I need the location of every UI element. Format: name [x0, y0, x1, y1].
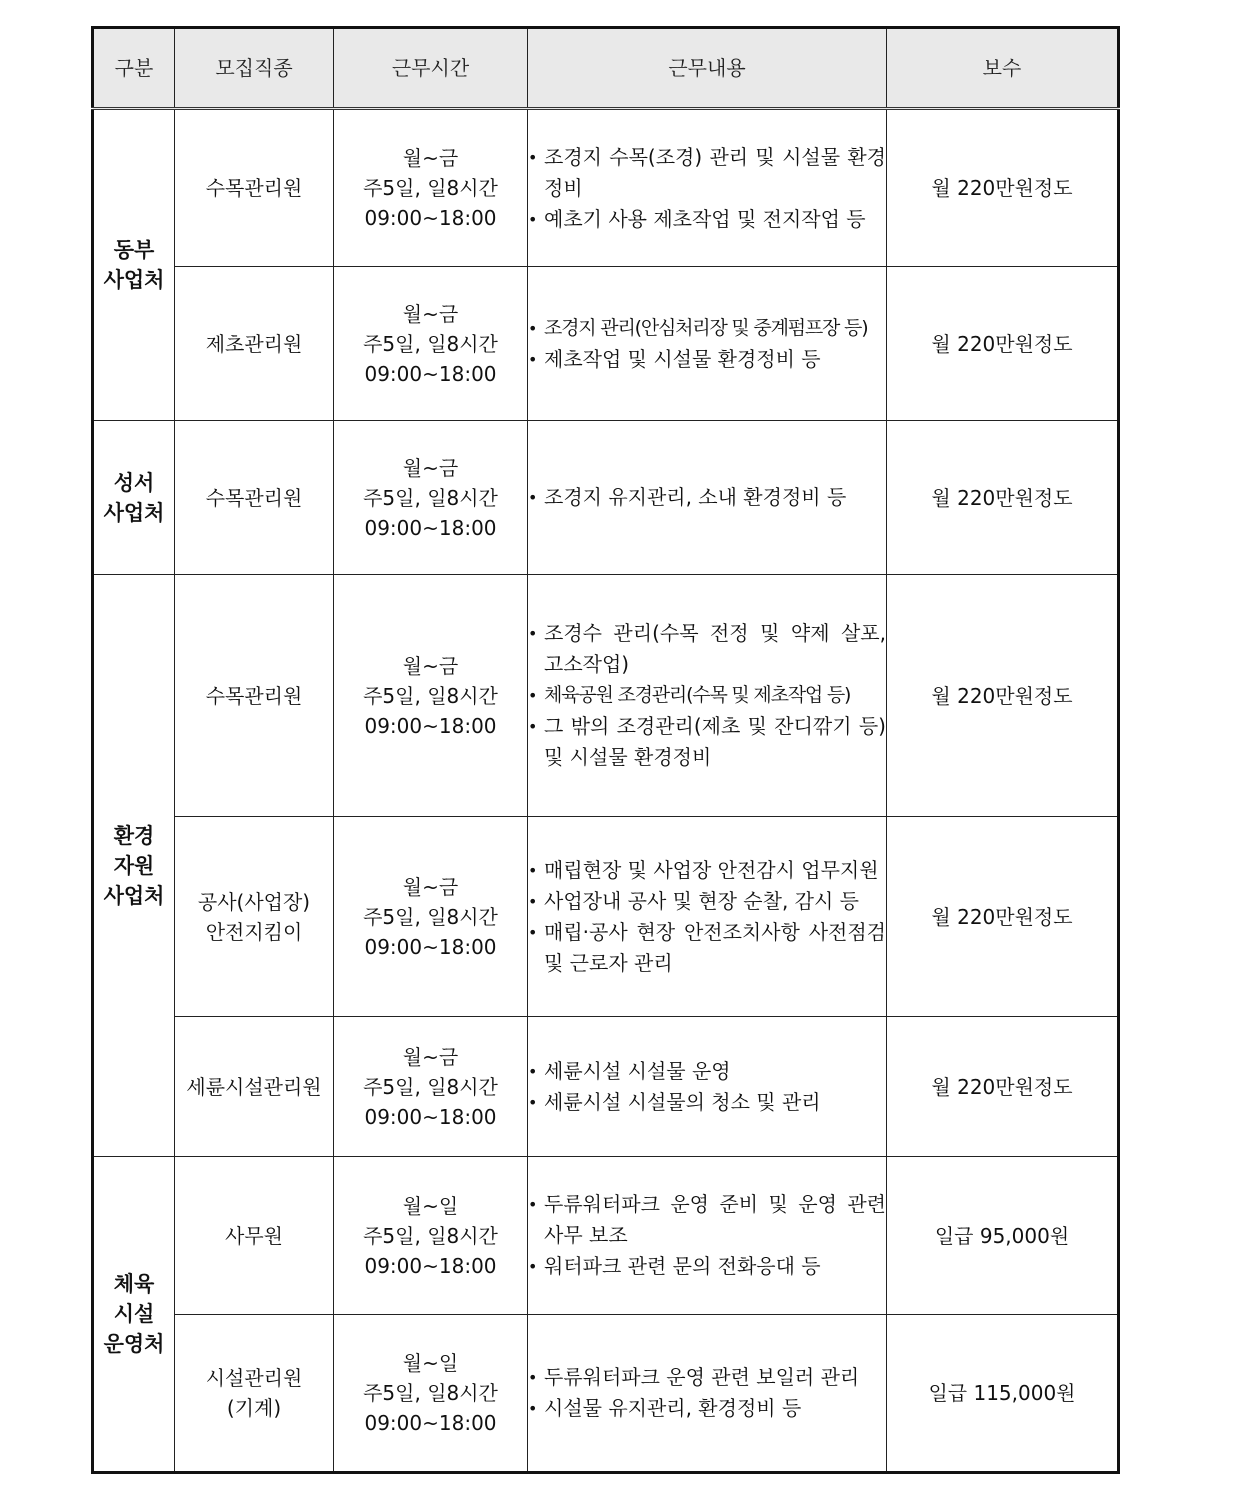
job-type-line: 수목관리원	[205, 683, 303, 708]
duty-item: • 그 밖의 조경관리(제초 및 잔디깎기 등) 및 시설물 환경정비	[528, 711, 886, 773]
table-row	[93, 1157, 1119, 1315]
job-type-line: 사무원	[225, 1223, 283, 1248]
duty-item: • 조경지 수목(조경) 관리 및 시설물 환경정비	[528, 142, 886, 204]
header-hours: 근무시간	[334, 28, 528, 109]
category-label-line: 시설	[113, 1302, 155, 1326]
job-type-line: 시설관리원	[205, 1366, 303, 1390]
table-row	[93, 817, 1119, 1017]
job-type-line: 제초관리원	[205, 331, 303, 356]
pay-cell: 월 220만원정도	[887, 817, 1119, 1017]
hours-cell	[334, 421, 528, 575]
duty-item: • 두류워터파크 운영 관련 보일러 관리	[528, 1362, 886, 1393]
hours-days: 월~일	[402, 1193, 459, 1218]
job-type-line: 수목관리원	[205, 485, 303, 510]
header-category: 구분	[93, 28, 175, 109]
job-type-line: (기계)	[226, 1396, 282, 1420]
duty-item: • 예초기 사용 제초작업 및 전지작업 등	[528, 204, 886, 235]
duties-cell	[528, 817, 887, 1017]
category-label-line: 사업처	[103, 268, 165, 292]
table-row	[93, 421, 1119, 575]
duty-item: • 사업장내 공사 및 현장 순찰, 감시 등	[528, 886, 886, 917]
hours-days: 월~금	[402, 301, 459, 326]
pay-cell: 월 220만원정도	[887, 267, 1119, 421]
hours-week: 주5일, 일8시간	[363, 683, 498, 708]
table-row	[93, 267, 1119, 421]
job-type-cell	[175, 267, 334, 421]
hours-days: 월~금	[402, 455, 459, 480]
table-row	[93, 1315, 1119, 1473]
category-cell-cheyuk	[93, 1157, 175, 1473]
job-type-cell	[175, 1315, 334, 1473]
pay-cell: 일급 95,000원	[887, 1157, 1119, 1315]
recruitment-table	[91, 26, 1120, 1474]
pay-cell: 월 220만원정도	[887, 109, 1119, 267]
hours-week: 주5일, 일8시간	[363, 904, 498, 929]
duties-list	[528, 313, 886, 375]
job-type-cell	[175, 817, 334, 1017]
job-type-line: 안전지킴이	[205, 919, 303, 944]
duty-item: • 매립현장 및 사업장 안전감시 업무지원	[528, 855, 886, 886]
job-type-cell	[175, 1017, 334, 1157]
hours-time: 09:00~18:00	[364, 713, 497, 738]
job-type-cell	[175, 575, 334, 817]
duties-cell	[528, 109, 887, 267]
category-label-line: 사업처	[103, 500, 165, 525]
duty-item: • 체육공원 조경관리(수목 및 제초작업 등)	[528, 680, 886, 711]
hours-time: 09:00~18:00	[364, 361, 497, 386]
duties-cell	[528, 421, 887, 575]
duty-item: • 세륜시설 시설물의 청소 및 관리	[528, 1087, 886, 1118]
duties-list	[528, 1189, 886, 1282]
duties-list	[528, 1362, 886, 1424]
hours-cell	[334, 1315, 528, 1473]
duties-list	[528, 855, 886, 979]
job-type-cell	[175, 109, 334, 267]
hours-days: 월~금	[402, 146, 459, 170]
category-label-line: 사업처	[103, 883, 165, 908]
hours-time: 09:00~18:00	[364, 1411, 497, 1435]
job-type-line: 세륜시설관리원	[186, 1074, 322, 1099]
pay-cell: 월 220만원정도	[887, 1017, 1119, 1157]
hours-week: 주5일, 일8시간	[363, 331, 498, 356]
duty-item: • 조경지 관리(안심처리장 및 중계펌프장 등)	[528, 313, 886, 344]
hours-week: 주5일, 일8시간	[363, 1223, 498, 1248]
category-label-line: 환경	[113, 823, 155, 848]
duty-item: • 시설물 유지관리, 환경정비 등	[528, 1393, 886, 1424]
header-job-type: 모집직종	[175, 28, 334, 109]
pay-cell: 월 220만원정도	[887, 575, 1119, 817]
table-row	[93, 1017, 1119, 1157]
duty-item: • 매립·공사 현장 안전조치사항 사전점검 및 근로자 관리	[528, 917, 886, 979]
hours-cell	[334, 109, 528, 267]
hours-time: 09:00~18:00	[364, 206, 497, 230]
hours-cell	[334, 575, 528, 817]
duties-cell	[528, 1017, 887, 1157]
hours-days: 월~금	[402, 653, 459, 678]
category-cell-dongbu	[93, 109, 175, 421]
hours-time: 09:00~18:00	[364, 515, 497, 540]
job-type-cell	[175, 421, 334, 575]
hours-time: 09:00~18:00	[364, 1253, 497, 1278]
table-row	[93, 109, 1119, 267]
job-type-cell	[175, 1157, 334, 1315]
duties-list	[528, 482, 886, 513]
pay-cell: 일급 115,000원	[887, 1315, 1119, 1473]
hours-week: 주5일, 일8시간	[363, 1074, 498, 1099]
duties-cell	[528, 1315, 887, 1473]
header-duties: 근무내용	[528, 28, 887, 109]
pay-cell: 월 220만원정도	[887, 421, 1119, 575]
category-label-line: 체육	[113, 1272, 155, 1296]
hours-days: 월~금	[402, 874, 459, 899]
category-label-line: 자원	[113, 853, 155, 878]
table-row	[93, 575, 1119, 817]
category-label-line: 동부	[113, 238, 155, 262]
category-cell-seongseo	[93, 421, 175, 575]
hours-time: 09:00~18:00	[364, 1104, 497, 1129]
category-label-line: 성서	[113, 470, 155, 495]
hours-days: 월~일	[402, 1351, 459, 1375]
duty-item: • 제초작업 및 시설물 환경정비 등	[528, 344, 886, 375]
hours-cell	[334, 817, 528, 1017]
duties-cell	[528, 575, 887, 817]
hours-cell	[334, 1157, 528, 1315]
hours-week: 주5일, 일8시간	[363, 176, 498, 200]
duties-list	[528, 142, 886, 235]
duties-cell	[528, 1157, 887, 1315]
job-type-line: 수목관리원	[205, 176, 303, 200]
duties-list	[528, 1056, 886, 1118]
job-type-line: 공사(사업장)	[197, 889, 311, 914]
duty-item: • 두류워터파크 운영 준비 및 운영 관련 사무 보조	[528, 1189, 886, 1251]
category-cell-hwangyeong	[93, 575, 175, 1157]
category-label-line: 운영처	[103, 1332, 165, 1356]
hours-cell	[334, 267, 528, 421]
hours-week: 주5일, 일8시간	[363, 485, 498, 510]
hours-time: 09:00~18:00	[364, 934, 497, 959]
duties-cell	[528, 267, 887, 421]
duty-item: • 조경지 유지관리, 소내 환경정비 등	[528, 482, 886, 513]
duty-item: • 조경수 관리(수목 전정 및 약제 살포, 고소작업)	[528, 618, 886, 680]
hours-days: 월~금	[402, 1044, 459, 1069]
table-header-row	[93, 28, 1119, 109]
header-pay: 보수	[887, 28, 1119, 109]
hours-week: 주5일, 일8시간	[363, 1381, 498, 1405]
hours-cell	[334, 1017, 528, 1157]
duty-item: • 세륜시설 시설물 운영	[528, 1056, 886, 1087]
duty-item: • 워터파크 관련 문의 전화응대 등	[528, 1251, 886, 1282]
duties-list	[528, 618, 886, 773]
